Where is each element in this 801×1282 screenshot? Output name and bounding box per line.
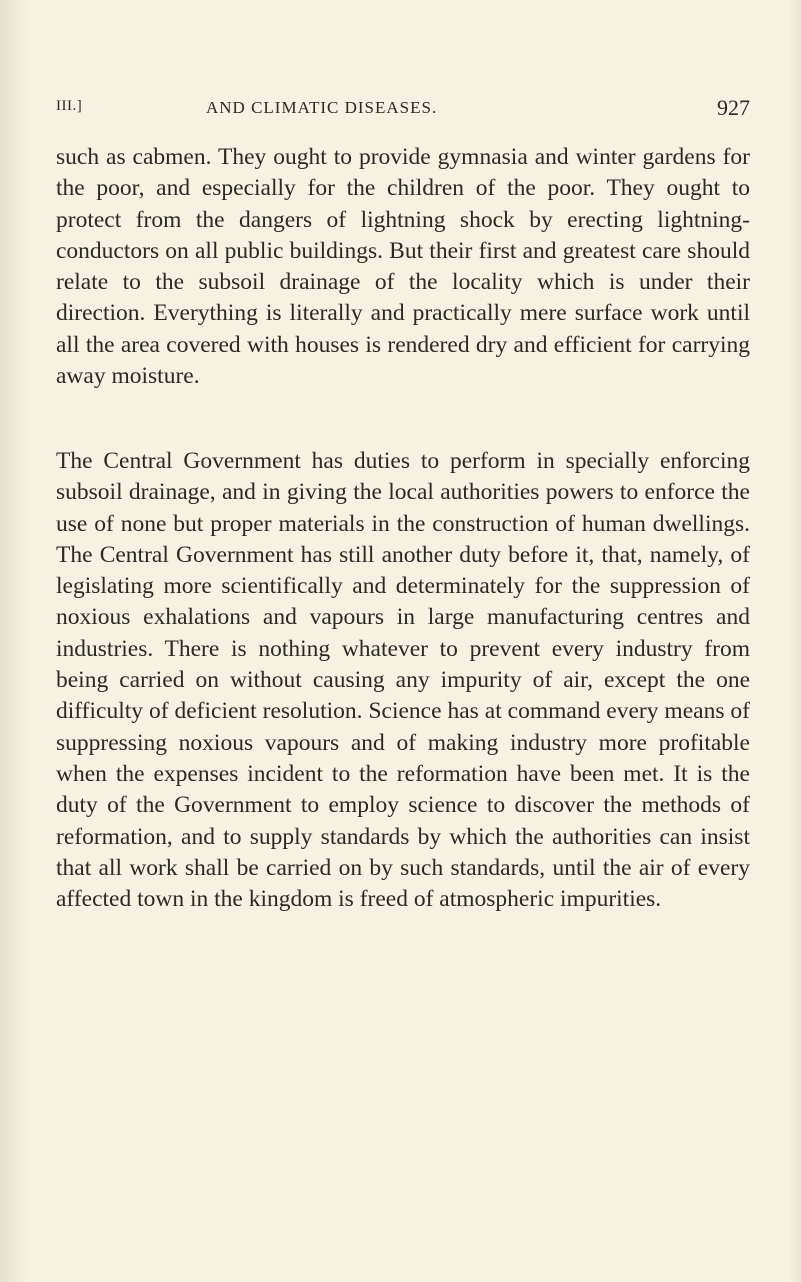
body-paragraph-2: The Central Government has duties to perform in specially enforcing subsoil drainage, and in giving the local authorities powers to enforce the use of none but proper materials in the construction of human dwellings. The Central Government has still another duty before it, that, namely, of legislating more scientifically and determinately for the suppression of noxious exhalations and vapours in large manufacturing centres and industries. There is nothing whatever to prevent every industry from being carried on without causing any impurity of air, except the one difficulty of deficient resolution. Science has at command every means of suppressing noxious vapours and of making industry more profitable when the expenses incident to the reformation have been met. It is the duty of the Government to employ science to discover the methods of reformation, and to supply standards by which the authorities can insist that all work shall be carried on by such standards, until the air of every affected town in the kingdom is freed of atmospheric impurities. [56,448,750,913]
running-title: AND CLIMATIC DISEASES. [206,98,438,117]
page-number: 927 [717,95,750,120]
body-paragraph-1: such as cabmen. They ought to provide gymnasia and winter gardens for the poor, and especially for the children of the poor. They ought to protect from the dangers of lightning shock by erecting lightning-conductors on all public buildings. But their first and greatest care should relate to the subsoil drainage of the locality which is under their direction. Everything is literally and practically mere surface work until all the area covered with houses is rendered dry and efficient for carrying away moisture. [56,144,750,390]
running-header [56,95,750,120]
section-marker: III.] [56,98,83,114]
